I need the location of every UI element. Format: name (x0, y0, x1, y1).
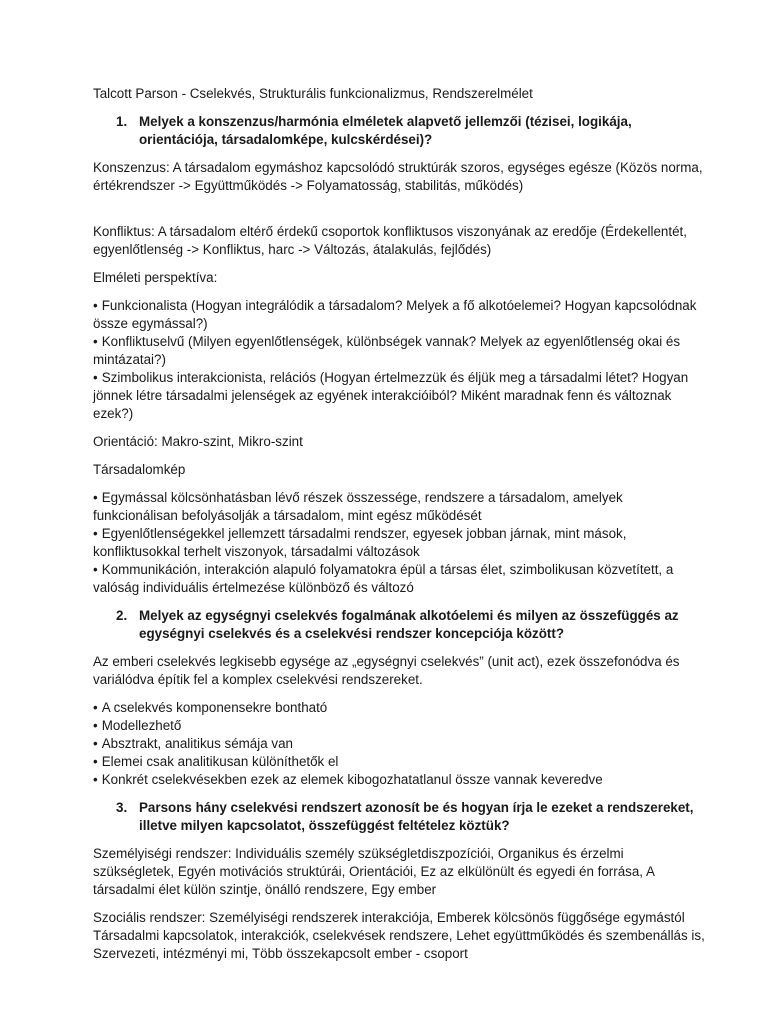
question-number: 2. (116, 608, 128, 623)
bullet-icon: • (93, 718, 98, 733)
question-2 (93, 607, 708, 643)
bullet-icon: • (93, 298, 98, 313)
unit-act-list (93, 699, 708, 789)
bullet-icon: • (93, 754, 98, 769)
bullet-icon: • (93, 334, 98, 349)
bullet-icon: • (93, 772, 98, 787)
list-item: • Egyenlőtlenségekkel jellemzett társadalmi rendszer, egyesek jobban járnak, mint mások, konfliktusokkal terhelt viszonyok, társadalmi változások (93, 526, 627, 559)
list-item: • Szimbolikus interakcionista, relációs (Hogyan értelmezzük és éljük meg a társadalmi létet? Hogyan jönnek létre társadalmi jelenségek az egyének interakcióiból? Miként maradnak fenn és változnak ezek?) (93, 370, 689, 421)
question-text: Melyek a konszenzus/harmónia elméletek alapvető jellemzői (tézisei, logikája, orientációja, társadalomképe, kulcskérdései)? (139, 114, 632, 147)
unit-act-paragraph: Az emberi cselekvés legkisebb egysége az „egységnyi cselekvés” (unit act), ezek összefonódva és variálódva építik fel a komplex cselekvési rendszereket. (93, 654, 680, 687)
konfliktus-paragraph: Konfliktus: A társadalom eltérő érdekű csoportok konfliktusos viszonyának az eredője (Érdekellentét, egyenlőtlenség -> Konfliktus, harc -> Változás, átalakulás, fejlődés) (93, 224, 687, 257)
orientacio-paragraph: Orientáció: Makro-szint, Mikro-szint (93, 434, 303, 449)
list-item: • Modellezhető (93, 718, 182, 733)
tarsadalomkep-label: Társadalomkép (93, 462, 186, 477)
tarsadalomkep-list (93, 489, 708, 597)
konszenzus-paragraph: Konszenzus: A társadalom egymáshoz kapcsolódó struktúrák szoros, egységes egésze (Közös norma, értékrendszer -> Együttműködés -> Folyamatosság, stabilitás, működés) (93, 160, 703, 193)
list-item: • Elemei csak analitikusan különíthetők el (93, 754, 339, 769)
bullet-icon: • (93, 562, 98, 577)
bullet-icon: • (93, 700, 98, 715)
bullet-icon: • (93, 370, 98, 385)
question-1 (93, 113, 708, 149)
bullet-icon: • (93, 526, 98, 541)
szocialis-paragraph: Szociális rendszer: Személyiségi rendszerek interakciója, Emberek kölcsönös függősége egymástól Társadalmi kapcsolatok, interakciók, cselekvések rendszere, Lehet együttműködés és szembenállás is, Szervezeti, intézményi mi, Több összekapcsolt ember - csoport (93, 910, 705, 961)
list-item: • Konkrét cselekvésekben ezek az elemek kibogozhatatlanul össze vannak keveredve (93, 772, 603, 787)
perspektiva-label: Elméleti perspektíva: (93, 270, 218, 285)
bullet-icon: • (93, 736, 98, 751)
list-item: • Konfliktuselvű (Milyen egyenlőtlenségek, különbségek vannak? Melyek az egyenlőtlenség okai és mintázatai?) (93, 334, 681, 367)
question-number: 1. (116, 114, 128, 129)
question-text: Parsons hány cselekvési rendszert azonosít be és hogyan írja le ezeket a rendszereket, illetve milyen kapcsolatot, összefüggést feltételez köztük? (139, 800, 694, 833)
list-item: • Egymással kölcsönhatásban lévő részek összessége, rendszere a társadalom, amelyek funkcionálisan befolyásolják a társadalom, mint egész működését (93, 490, 623, 523)
question-number: 3. (116, 800, 128, 815)
szemelyisegi-paragraph: Személyiségi rendszer: Individuális személy szükségletdiszpozíciói, Organikus és érzelmi szükségletek, Egyén motivációs struktúrái, Orientációi, Ez az elkülönült és egyedi én forrása, A társadalmi élet külön szintje, önálló rendszere, Egy ember (93, 846, 655, 897)
list-item: • A cselekvés komponensekre bontható (93, 700, 328, 715)
perspektiva-list (93, 297, 708, 423)
question-3 (93, 799, 708, 835)
bullet-icon: • (93, 490, 98, 505)
list-item: • Absztrakt, analitikus sémája van (93, 736, 293, 751)
question-text: Melyek az egységnyi cselekvés fogalmának alkotóelemi és milyen az összefüggés az egységnyi cselekvés és a cselekvési rendszer koncepciója között? (139, 608, 679, 641)
list-item: • Kommunikáción, interakción alapuló folyamatokra épül a társas élet, szimbolikusan közvetített, a valóság individuális értelmezése különböző és változó (93, 562, 674, 595)
list-item: • Funkcionalista (Hogyan integrálódik a társadalom? Melyek a fő alkotóelemei? Hogyan kapcsolódnak össze egymással?) (93, 298, 697, 331)
document-title: Talcott Parson - Cselekvés, Strukturális funkcionalizmus, Rendszerelmélet (93, 86, 533, 101)
